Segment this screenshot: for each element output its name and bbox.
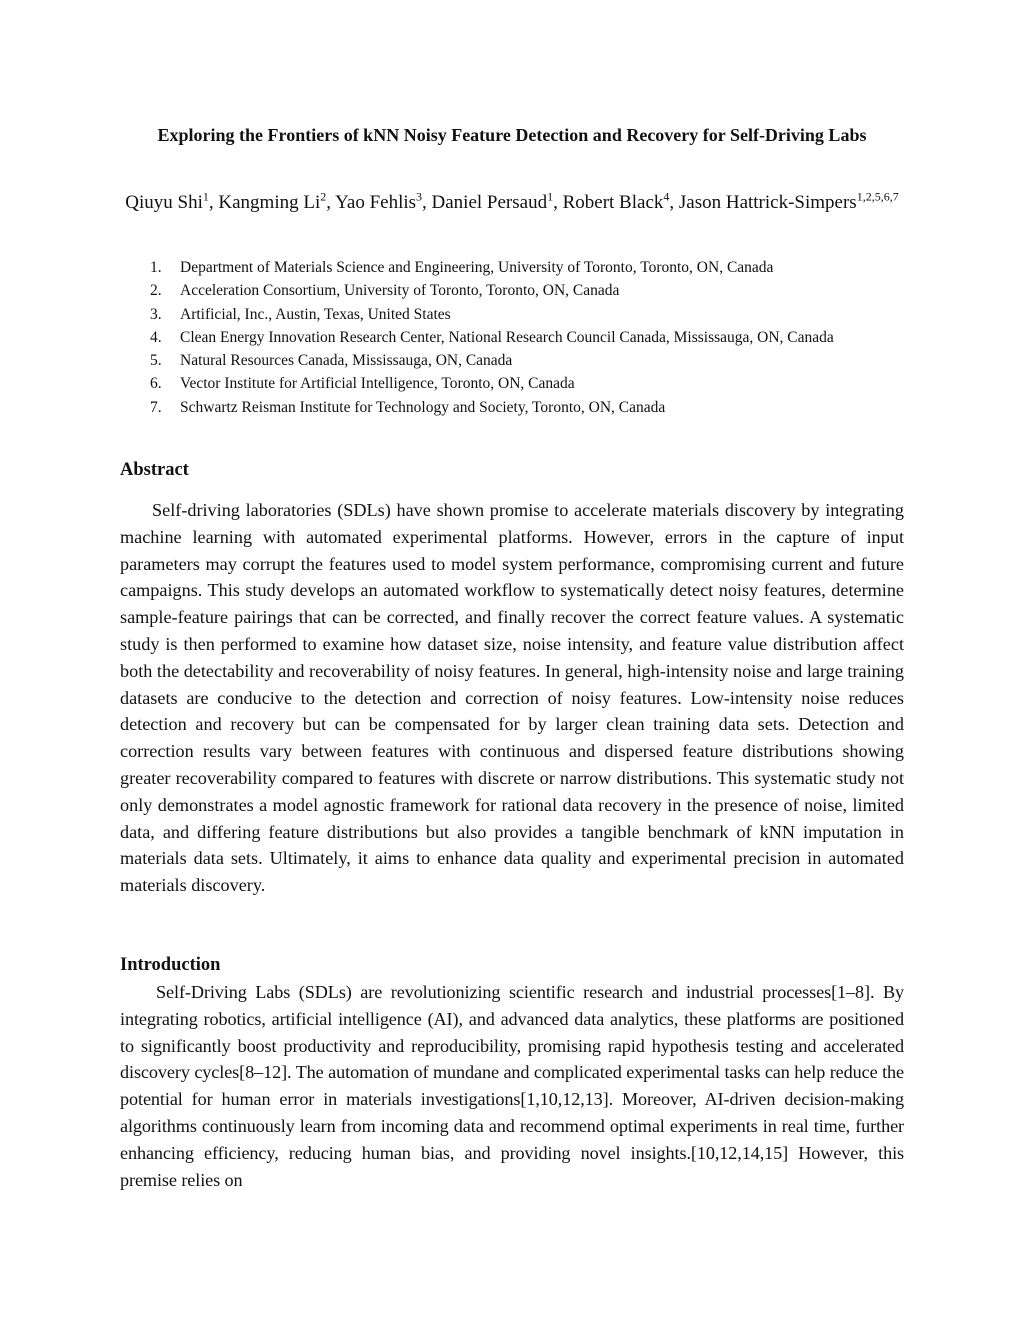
affiliation-text: Schwartz Reisman Institute for Technology and Society, Toronto, ON, Canada bbox=[180, 398, 666, 416]
affiliation-number: 1. bbox=[150, 259, 162, 276]
affiliation-text: Artificial, Inc., Austin, Texas, United States bbox=[180, 305, 451, 323]
affiliation-text: Department of Materials Science and Engineering, University of Toronto, Toronto, ON, Canada bbox=[180, 259, 774, 276]
affiliation-number: 4. bbox=[150, 328, 162, 346]
author bbox=[218, 189, 336, 213]
author-sep: , bbox=[553, 192, 563, 213]
author-name: Daniel Persaud bbox=[431, 192, 548, 213]
author-affil-sup: 4 bbox=[663, 189, 670, 204]
author-name: Qiuyu Shi bbox=[125, 192, 203, 213]
author-name: Robert Black bbox=[562, 192, 664, 213]
affiliation-item bbox=[150, 396, 880, 419]
author-sep: , bbox=[669, 192, 679, 213]
abstract-paragraph: Self-driving laboratories (SDLs) have shown promise to accelerate materials discovery by integrating machine learning with automated experimental platforms. However, errors in the capture of input parameters may corrupt the features used to model system performance, compromising current and future campaigns. This study develops an automated workflow to systematically detect noisy features, determine sample-feature pairings that can be corrected, and finally recover the correct feature values. A systematic study is then performed to examine how dataset size, noise intensity, and feature value distribution affect both the detectability and recoverability of noisy features. In general, high-intensity noise and large training datasets are conducive to the detection and correction of noisy features. Low-intensity noise reduces detection and recovery but can be compensated for by larger clean training data sets. Detection and correction results vary between features with continuous and dispersed feature distributions showing greater recoverability compared to features with discrete or narrow distributions. This systematic study not only demonstrates a model agnostic framework for rational data recovery in the presence of noise, limited data, and differing feature distributions but also provides a tangible benchmark of kNN imputation in materials data sets. Ultimately, it aims to enhance data quality and experimental precision in automated materials discovery. bbox=[120, 500, 904, 896]
author-affil-sup: 1,2,5,6,7 bbox=[856, 189, 899, 204]
author-sep: , bbox=[422, 192, 432, 213]
affiliation-number: 2. bbox=[150, 282, 162, 300]
author-affil-sup: 1 bbox=[547, 189, 554, 204]
affiliation-number: 3. bbox=[150, 305, 162, 323]
author bbox=[335, 189, 432, 213]
author-affil-sup: 1 bbox=[202, 189, 209, 204]
affiliation-text: Vector Institute for Artificial Intelligence, Toronto, ON, Canada bbox=[180, 375, 575, 393]
affiliation-text: Acceleration Consortium, University of Toronto, Toronto, ON, Canada bbox=[180, 282, 620, 300]
author-name: Jason Hattrick-Simpers bbox=[678, 192, 857, 213]
author bbox=[125, 189, 219, 213]
affiliation-list bbox=[150, 256, 880, 419]
author bbox=[431, 189, 563, 213]
author-sep: , bbox=[208, 192, 219, 213]
author-name: Kangming Li bbox=[218, 192, 321, 213]
affiliation-text: Clean Energy Innovation Research Center, National Research Council Canada, Mississauga, ON, Canada bbox=[180, 328, 834, 346]
author-sep: , bbox=[326, 192, 336, 213]
affiliation-number: 7. bbox=[150, 398, 162, 416]
affiliation-item bbox=[150, 349, 880, 372]
affiliation-text: Natural Resources Canada, Mississauga, ON, Canada bbox=[180, 352, 513, 370]
author-affil-sup: 3 bbox=[416, 189, 423, 204]
author-list bbox=[120, 190, 904, 216]
affiliation-item bbox=[150, 372, 880, 395]
author bbox=[562, 189, 679, 213]
author-affil-sup: 2 bbox=[320, 189, 327, 204]
author-name: Yao Fehlis bbox=[335, 192, 417, 213]
abstract-heading: Abstract bbox=[120, 460, 189, 480]
author bbox=[678, 189, 899, 213]
affiliation-number: 5. bbox=[150, 352, 162, 370]
introduction-paragraph: Self-Driving Labs (SDLs) are revolutionizing scientific research and industrial processes[1–8]. By integrating robotics, artificial intelligence (AI), and advanced data analytics, these platforms are positioned to significantly boost productivity and reproducibility, promising rapid hypothesis testing and accelerated discovery cycles[8–12]. The automation of mundane and complicated experimental tasks can help reduce the potential for human error in materials investigations[1,10,12,13]. Moreover, AI-driven decision-making algorithms continuously learn from incoming data and recommend optimal experiments in real time, further enhancing efficiency, reducing human bias, and providing novel insights.[10,12,14,15] However, this premise relies on bbox=[120, 982, 904, 1190]
paper-title: Exploring the Frontiers of kNN Noisy Feature Detection and Recovery for Self-Driving Labs bbox=[157, 125, 867, 145]
introduction-heading: Introduction bbox=[120, 955, 221, 975]
affiliation-item bbox=[150, 279, 880, 302]
affiliation-item bbox=[150, 256, 880, 279]
affiliation-item bbox=[150, 303, 880, 326]
affiliation-number: 6. bbox=[150, 375, 162, 393]
affiliation-item bbox=[150, 326, 880, 349]
